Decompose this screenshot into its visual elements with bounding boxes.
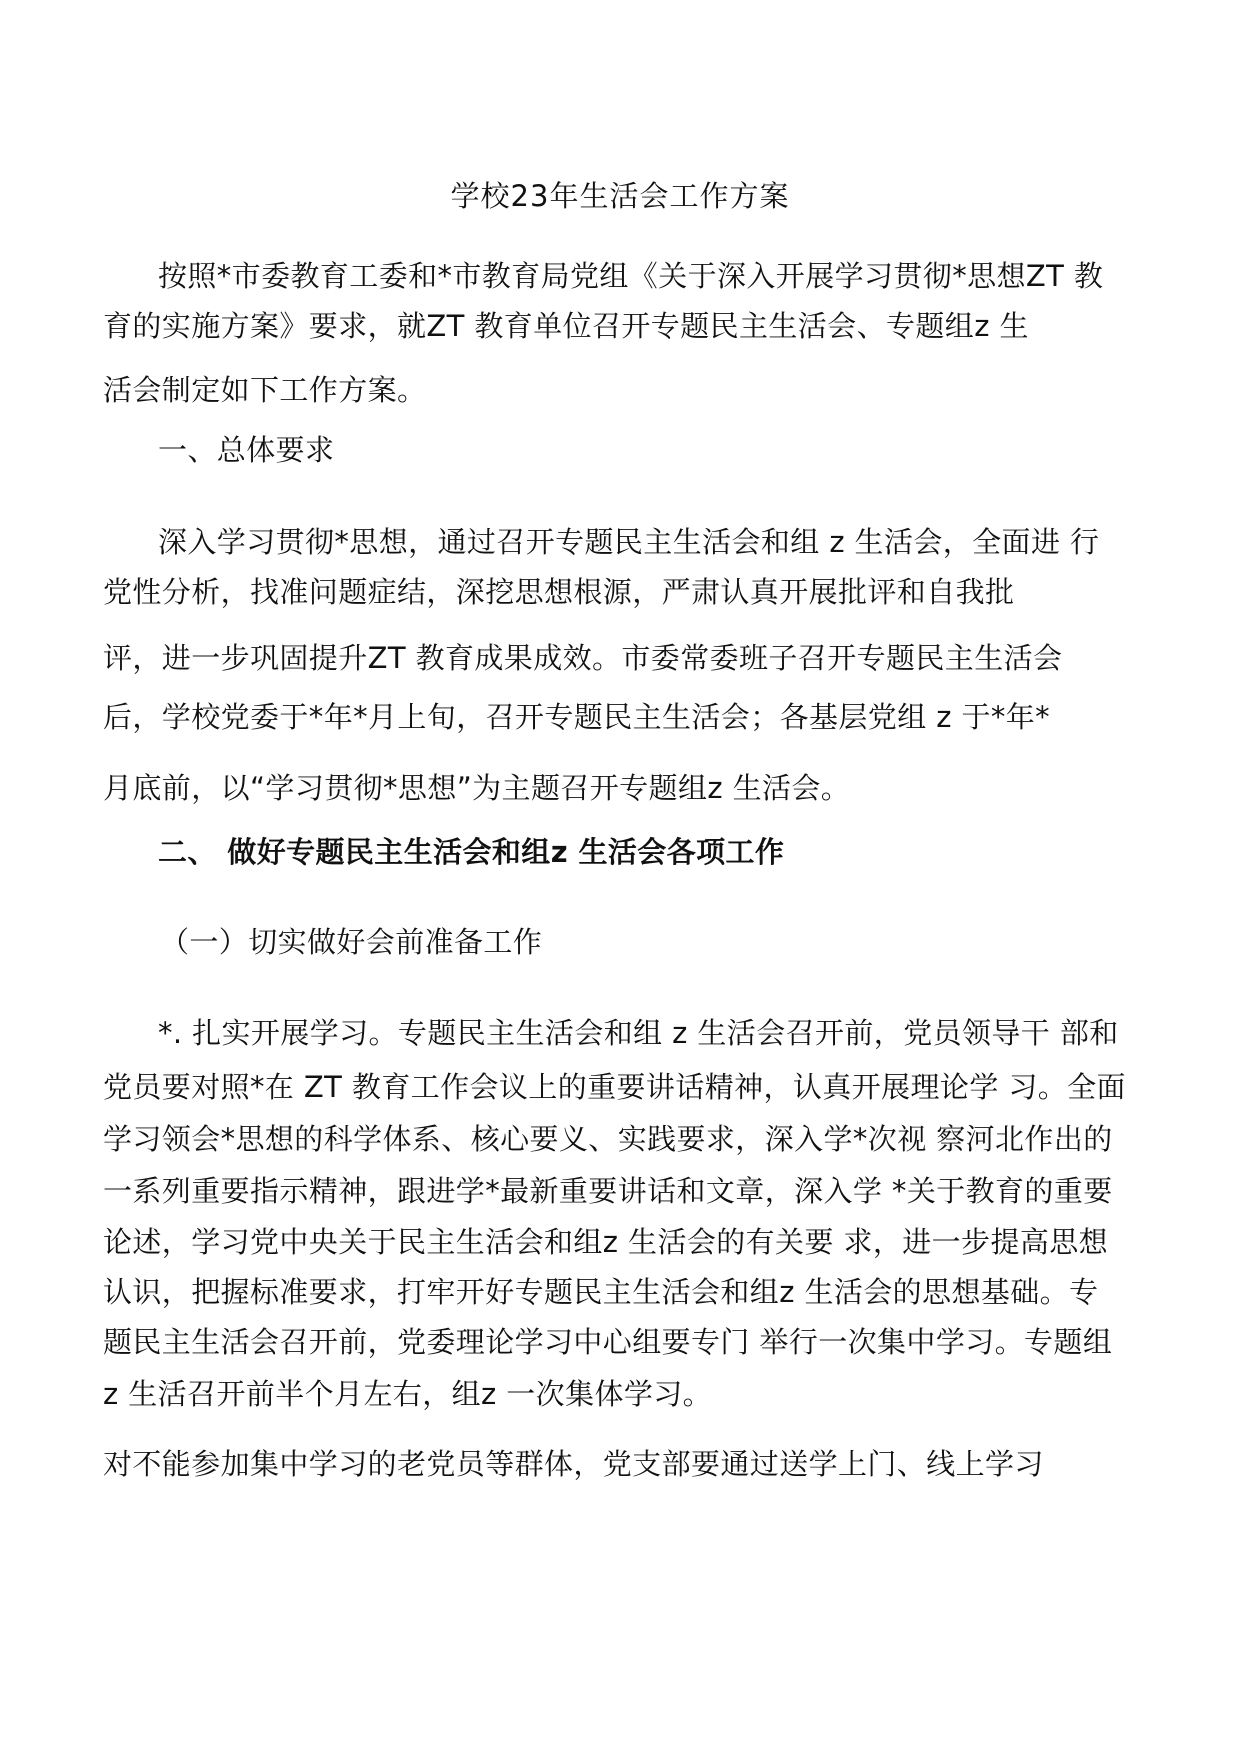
paragraph-line: 论述，学习党中央关于民主生活会和组z 生活会的有关要 求，进一步提高思想 [103, 1225, 1109, 1259]
section-heading: 一、总体要求 [158, 433, 335, 467]
section-heading: 二、 做好专题民主生活会和组z 生活会各项工作 [158, 835, 785, 869]
document-title: 学校23年生活会工作方案 [450, 179, 790, 213]
paragraph-line: 评，进一步巩固提升ZT 教育成果成效。市委常委班子召开专题民主生活会 [103, 641, 1063, 675]
paragraph-line: 党性分析，找准问题症结，深挖思想根源，严肃认真开展批评和自我批 [103, 575, 1015, 609]
paragraph-line: 深入学习贯彻*思想，通过召开专题民主生活会和组 z 生活会，全面进 行 [158, 525, 1100, 559]
paragraph-line: 党员要对照*在 ZT 教育工作会议上的重要讲话精神，认真开展理论学 习。全面 [103, 1070, 1126, 1104]
paragraph-line: 后，学校党委于*年*月上旬，召开专题民主生活会；各基层党组 z 于*年* [103, 700, 1051, 734]
paragraph-line: 对不能参加集中学习的老党员等群体，党支部要通过送学上门、线上学习 [103, 1447, 1044, 1481]
subsection-heading: （一）切实做好会前准备工作 [160, 925, 543, 959]
paragraph-line: 月底前，以“学习贯彻*思想”为主题召开专题组z 生活会。 [103, 771, 851, 805]
paragraph-line: 认识，把握标准要求，打牢开好专题民主生活会和组z 生活会的思想基础。专 [103, 1275, 1099, 1309]
paragraph-line: 按照*市委教育工委和*市教育局党组《关于深入开展学习贯彻*思想ZT 教 [158, 259, 1104, 293]
paragraph-line: 育的实施方案》要求，就ZT 教育单位召开专题民主生活会、专题组z 生 [103, 309, 1029, 343]
paragraph-line: 学习领会*思想的科学体系、核心要义、实践要求，深入学*次视 察河北作出的 [103, 1122, 1113, 1156]
paragraph-line: 一系列重要指示精神，跟进学*最新重要讲话和文章，深入学 *关于教育的重要 [103, 1174, 1113, 1208]
paragraph-line: z 生活召开前半个月左右，组z 一次集体学习。 [103, 1377, 713, 1411]
paragraph-line: *. 扎实开展学习。专题民主生活会和组 z 生活会召开前，党员领导干 部和 [158, 1016, 1119, 1050]
paragraph-line: 活会制定如下工作方案。 [103, 373, 427, 407]
paragraph-line: 题民主生活会召开前，党委理论学习中心组要专门 举行一次集中学习。专题组 [103, 1325, 1113, 1359]
